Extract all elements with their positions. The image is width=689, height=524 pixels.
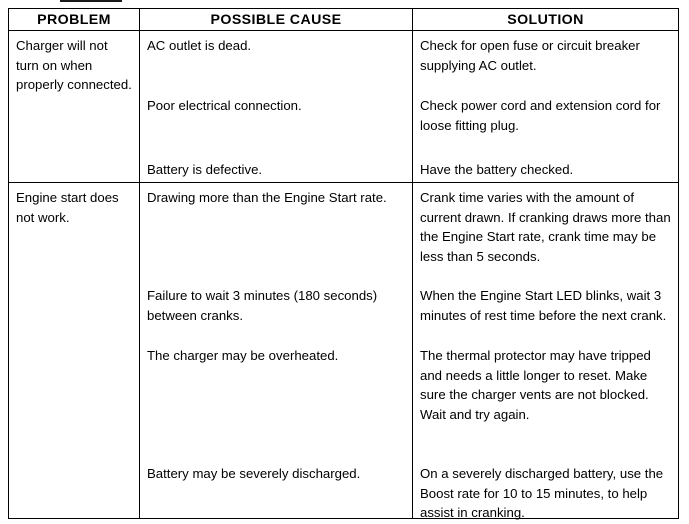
cause-item: Failure to wait 3 minutes (180 seconds) between cranks. [147, 288, 378, 323]
cause-item: The charger may be overheated. [147, 348, 339, 364]
possible-cause-cell [140, 183, 413, 519]
troubleshooting-table [8, 8, 679, 519]
cause-item: AC outlet is dead. [147, 38, 252, 53]
cause-item: Drawing more than the Engine Start rate. [147, 190, 387, 206]
cause-list [147, 188, 405, 508]
possible-cause-cell [140, 31, 413, 183]
solution-item: When the Engine Start LED blinks, wait 3 minutes of rest time before the next crank. [420, 288, 667, 323]
solution-list [420, 188, 671, 521]
solution-cell [413, 31, 679, 183]
table-row [9, 183, 679, 519]
cause-item: Poor electrical connection. [147, 98, 302, 113]
problem-text: Engine start does not work. [16, 190, 119, 225]
column-header-solution: SOLUTION [413, 9, 679, 31]
table-body [9, 31, 679, 519]
solution-item: Check for open fuse or circuit breaker supplying AC outlet. [420, 38, 640, 73]
problem-cell [9, 31, 140, 183]
cause-list [147, 36, 405, 175]
solution-item: The thermal protector may have tripped and needs a little longer to reset. Make sure the charger vents are not blocked. Wait and try again. [420, 348, 651, 422]
cause-item: Battery may be severely discharged. [147, 466, 361, 482]
table-header [9, 9, 679, 31]
column-header-possible-cause: POSSIBLE CAUSE [140, 9, 413, 31]
solution-item: Have the battery checked. [420, 162, 574, 177]
troubleshooting-table-container [8, 8, 678, 519]
problem-text: Charger will not turn on when properly connected. [16, 38, 132, 93]
cause-item: Battery is defective. [147, 162, 263, 177]
table-header-row [9, 9, 679, 31]
column-header-problem: PROBLEM [9, 9, 140, 31]
solution-item: Crank time varies with the amount of current drawn. If cranking draws more than the Engine Start rate, crank time may be less than 5 seconds. [420, 190, 671, 264]
cut-off-rule-fragment [60, 0, 122, 2]
solution-item: Check power cord and extension cord for loose fitting plug. [420, 98, 661, 133]
solution-cell [413, 183, 679, 519]
solution-list [420, 36, 671, 175]
table-row [9, 31, 679, 183]
problem-cell [9, 183, 140, 519]
solution-item: On a severely discharged battery, use the Boost rate for 10 to 15 minutes, to help assist in cranking. [420, 466, 664, 521]
